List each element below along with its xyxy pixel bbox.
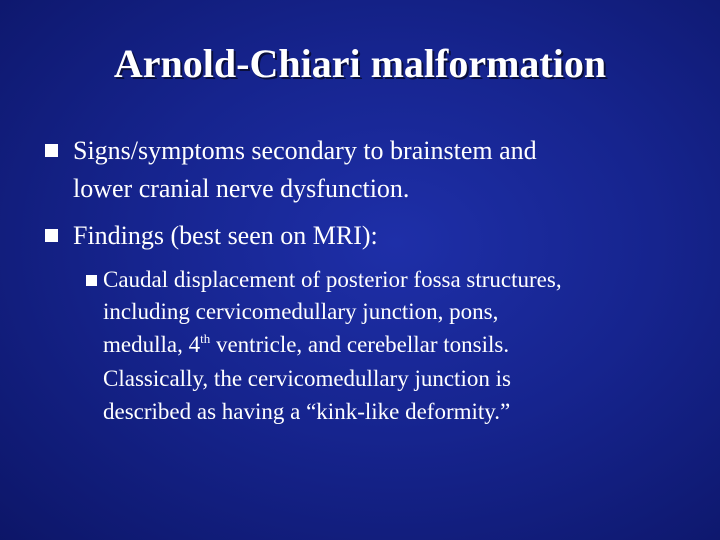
- superscript-th: th: [200, 331, 211, 346]
- line-text-post: ventricle, and cerebellar tonsils.: [210, 332, 510, 357]
- bullet-line: Signs/symptoms secondary to brainstem and: [73, 136, 537, 165]
- sub-bullet-line: [103, 330, 509, 360]
- bullet-line: Findings (best seen on MRI):: [73, 221, 378, 250]
- slide-title: Arnold-Chiari malformation: [113, 41, 607, 86]
- sub-bullet-line: including cervicomedullary junction, pons,: [103, 299, 499, 324]
- sub-bullet-line: Classically, the cervicomedullary junction is: [103, 366, 511, 391]
- square-bullet-icon: [45, 144, 58, 157]
- line-text-pre: medulla, 4: [103, 332, 201, 357]
- square-bullet-icon: [45, 229, 58, 242]
- sub-bullet-line: described as having a “kink-like deformity.”: [103, 399, 511, 424]
- square-bullet-icon: [86, 275, 97, 286]
- bullet-line: lower cranial nerve dysfunction.: [73, 174, 410, 203]
- sub-bullet-line: Caudal displacement of posterior fossa structures,: [103, 267, 562, 292]
